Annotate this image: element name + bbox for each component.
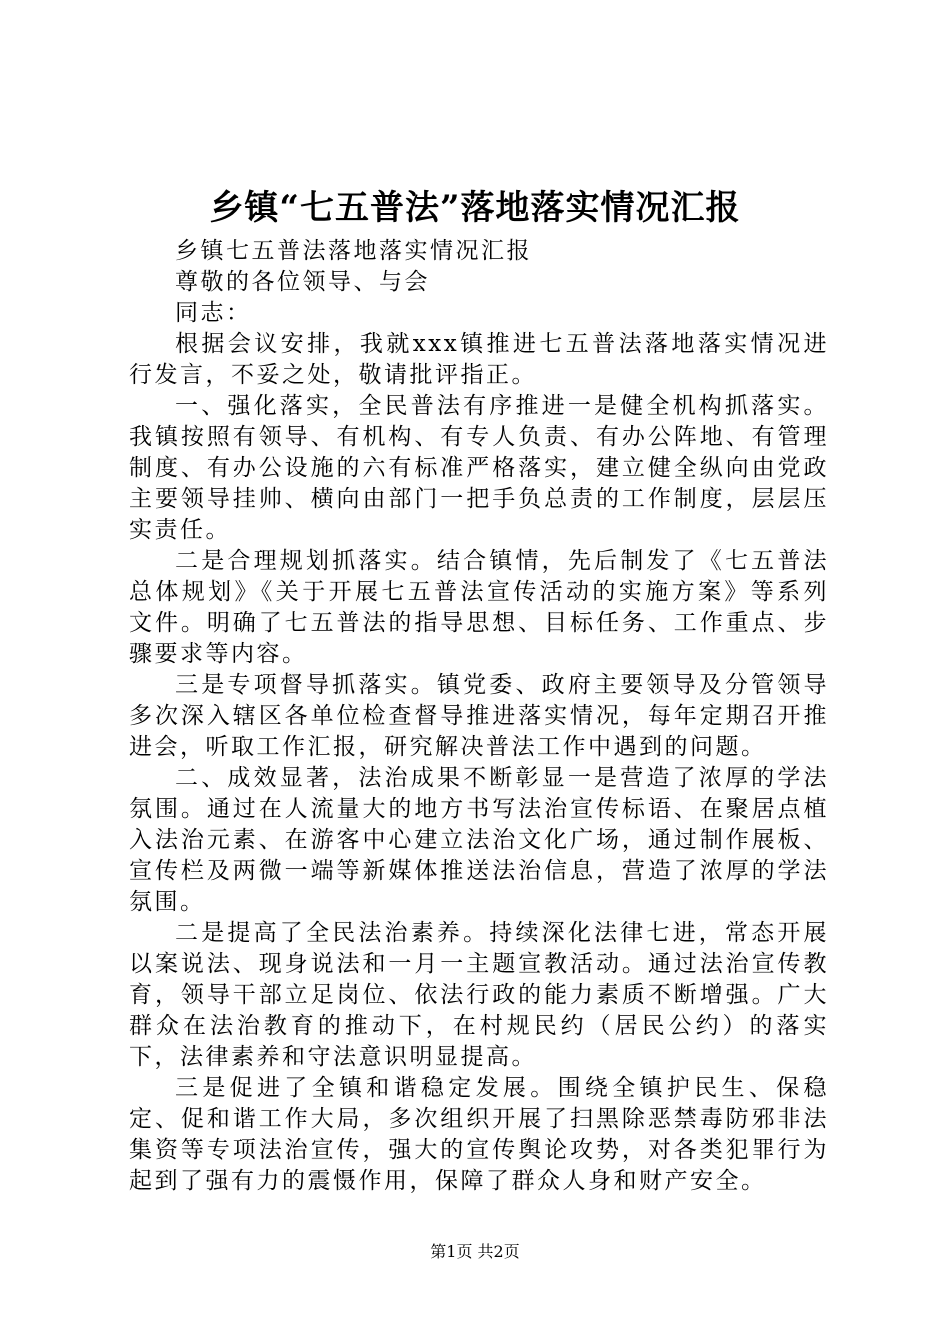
paragraph-section-1-item-2: 二是合理规划抓落实。结合镇情，先后制发了《七五普法总体规划》《关于开展七五普法宣传活动的实施方案》等系列文件。明确了七五普法的指导思想、目标任务、工作重点、步骤要求等内容。 [129,548,829,667]
paragraph-intro: 根据会议安排，我就xxx镇推进七五普法落地落实情况进行发言，不妥之处，敬请批评指正。 [129,331,829,388]
paragraph-subtitle: 乡镇七五普法落地落实情况汇报 [175,238,532,264]
paragraph-section-1: 一、强化落实，全民普法有序推进一是健全机构抓落实。我镇按照有领导、有机构、有专人负责、有办公阵地、有管理制度、有办公设施的六有标准严格落实，建立健全纵向由党政主要领导挂帅、横向由部门一把手负总责的工作制度，层层压实责任。 [129,393,829,543]
page-number-footer: 第1页 共2页 [430,1242,520,1261]
paragraph-salutation: 尊敬的各位领导、与会 [175,269,430,295]
paragraph-section-1-item-3: 三是专项督导抓落实。镇党委、政府主要领导及分管领导多次深入辖区各单位检查督导推进落实情况，每年定期召开推进会，听取工作汇报，研究解决普法工作中遇到的问题。 [129,672,829,760]
paragraph-salutation-continued: 同志： [175,300,252,326]
document-body [129,236,829,1197]
paragraph-section-2: 二、成效显著，法治成果不断彰显一是营造了浓厚的学法氛围。通过在人流量大的地方书写法治宣传标语、在聚居点植入法治元素、在游客中心建立法治文化广场，通过制作展板、宣传栏及两微一端等新媒体推送法治信息，营造了浓厚的学法氛围。 [129,765,829,915]
paragraph-section-2-item-3: 三是促进了全镇和谐稳定发展。围绕全镇护民生、保稳定、促和谐工作大局，多次组织开展了扫黑除恶禁毒防邪非法集资等专项法治宣传，强大的宣传舆论攻势，对各类犯罪行为起到了强有力的震慑作用，保障了群众人身和财产安全。 [129,1075,829,1194]
document-title: 乡镇“七五普法”落地落实情况汇报 [209,188,741,228]
paragraph-section-2-item-2: 二是提高了全民法治素养。持续深化法律七进，常态开展以案说法、现身说法和一月一主题宣教活动。通过法治宣传教育，领导干部立足岗位、依法行政的能力素质不断增强。广大群众在法治教育的推动下，在村规民约（居民公约）的落实下，法律素养和守法意识明显提高。 [129,920,829,1070]
